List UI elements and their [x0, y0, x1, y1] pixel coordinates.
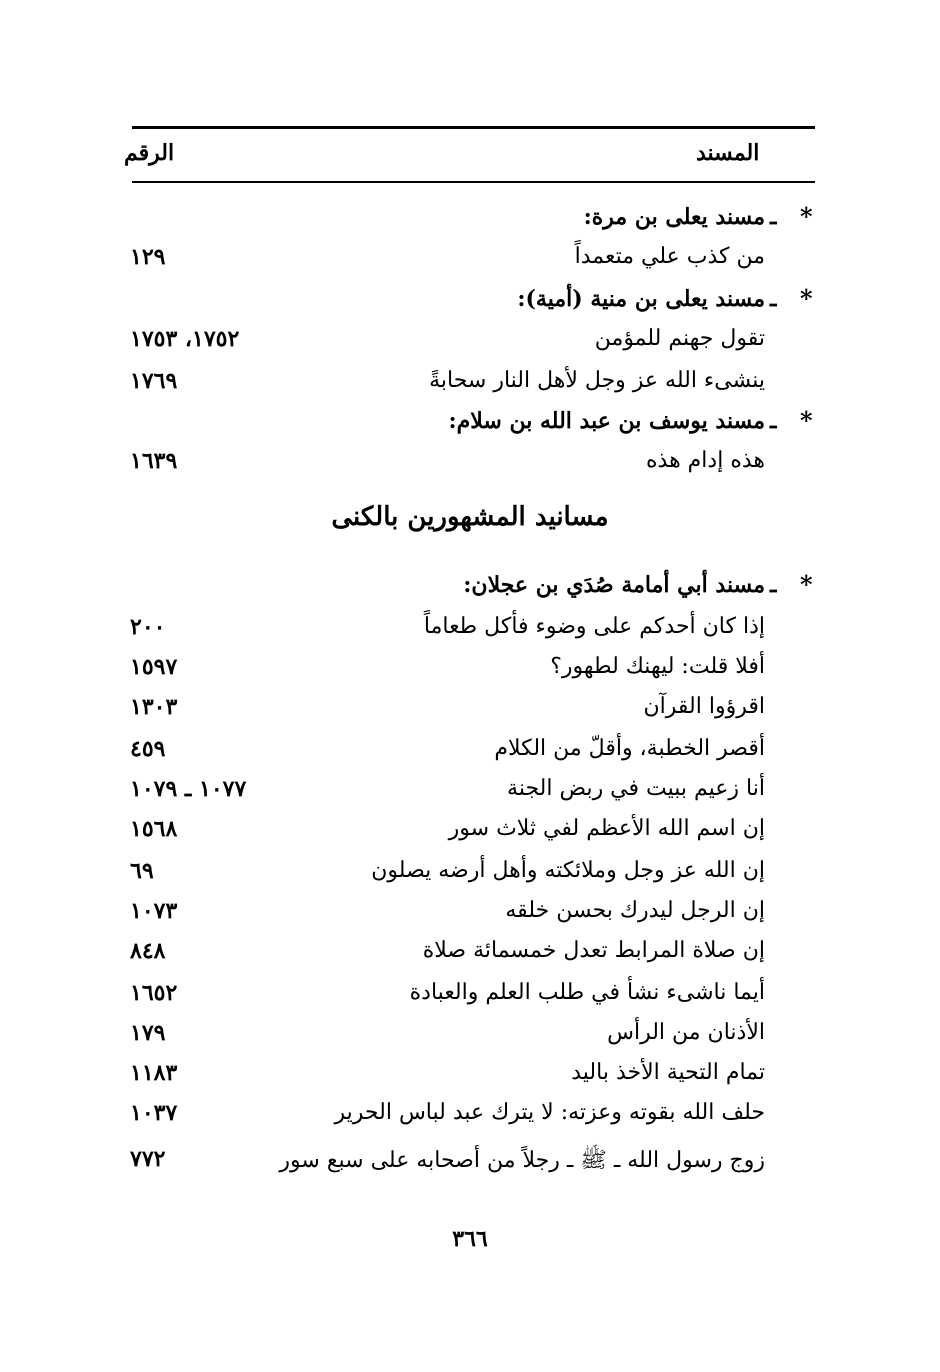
index-entry-row [0, 934, 940, 974]
index-entry-row [0, 650, 940, 690]
index-entry-row [0, 1016, 940, 1056]
entry-text: تقول جهنم للمؤمن [594, 326, 765, 351]
index-entry-row [0, 610, 940, 650]
musnad-title: مسند أبي أمامة صُدَي بن عجلان: [463, 572, 765, 598]
entry-text: إن صلاة المرابط تعدل خمسمائة صلاة [422, 938, 765, 963]
entry-number: ٤٥٩ [130, 736, 166, 762]
dash-marker: ـ [770, 408, 777, 434]
entry-text: زوج رسول الله ـ ﷺ ـ رجلاً من أصحابه على سبع سور [279, 1148, 765, 1173]
entry-number: ١٦٣٩ [130, 448, 178, 474]
index-entry-row [0, 240, 940, 280]
header-top-rule [132, 126, 815, 129]
entry-text: تمام التحية الأخذ باليد [571, 1060, 765, 1085]
entry-number: ١٠٧٧ ـ ١٠٧٩ [130, 776, 247, 802]
star-marker: * [800, 284, 813, 313]
entry-number: ١٠٧٣ [130, 898, 178, 924]
section-title: مسانيد المشهورين بالكنى [331, 502, 609, 532]
entry-text: إن الله عز وجل وملائكته وأهل أرضه يصلون [371, 858, 765, 883]
star-marker: * [800, 202, 813, 231]
entry-number: ١٥٩٧ [130, 654, 178, 680]
dash-marker: ـ [770, 572, 777, 598]
star-marker: * [800, 570, 813, 599]
entry-number: ١٢٩ [130, 244, 166, 270]
entry-number: ١٣٠٣ [130, 694, 178, 720]
index-entry-row [0, 690, 940, 730]
entry-number: ١٧٩ [130, 1020, 166, 1046]
entry-text: من كذب علي متعمداً [574, 244, 765, 269]
column-header-musnad: المسند [696, 140, 760, 166]
entry-number: ١٦٥٢ [130, 980, 178, 1006]
entry-text: إن الرجل ليدرك بحسن خلقه [505, 898, 765, 923]
index-entry-row [0, 1096, 940, 1136]
musnad-title: مسند يعلى بن مرة: [583, 204, 765, 230]
index-entry-row [0, 894, 940, 934]
entry-number: ١٧٦٩ [130, 368, 178, 394]
index-entry-row [0, 976, 940, 1016]
musnad-heading-row [0, 568, 940, 608]
entry-number: ١١٨٣ [130, 1060, 178, 1086]
entry-text: ينشىء الله عز وجل لأهل النار سحابةً [429, 368, 765, 393]
entry-text: أنا زعيم ببيت في ربض الجنة [507, 776, 765, 801]
index-entry-row [0, 1142, 940, 1182]
index-entry-row [0, 1056, 940, 1096]
index-entry-row [0, 854, 940, 894]
musnad-heading-row [0, 200, 940, 240]
entry-text: اقرؤوا القرآن [643, 694, 765, 719]
musnad-heading-row [0, 282, 940, 322]
page-number: ٣٦٦ [452, 1226, 488, 1252]
entry-text: أيما ناشىء نشأ في طلب العلم والعبادة [409, 980, 765, 1005]
entry-number: ١٥٦٨ [130, 816, 178, 842]
star-marker: * [800, 406, 813, 435]
entry-number: ٨٤٨ [130, 938, 166, 964]
dash-marker: ـ [770, 286, 777, 312]
entry-text: هذه إدام هذه [646, 448, 765, 473]
entry-text: حلف الله بقوته وعزته: لا يترك عبد لباس الحرير [334, 1100, 765, 1125]
entry-number: ٦٩ [130, 858, 154, 884]
entry-number: ٢٠٠ [130, 614, 166, 640]
index-entry-row [0, 444, 940, 484]
index-entry-row [0, 322, 940, 362]
musnad-title: مسند يعلى بن منية (أمية): [517, 286, 765, 312]
dash-marker: ـ [770, 204, 777, 230]
musnad-title: مسند يوسف بن عبد الله بن سلام: [448, 408, 765, 434]
entry-number: ١٠٣٧ [130, 1100, 178, 1126]
index-entry-row [0, 772, 940, 812]
column-header-number: الرقم [124, 140, 175, 166]
header-bottom-rule [132, 181, 815, 183]
index-entry-row [0, 732, 940, 772]
entry-number: ٧٧٢ [130, 1146, 166, 1172]
entry-text: أفلا قلت: ليهنك لطهور؟ [550, 654, 765, 679]
entry-text: الأذنان من الرأس [607, 1020, 765, 1045]
musnad-heading-row [0, 404, 940, 444]
index-entry-row [0, 364, 940, 404]
entry-text: أقصر الخطبة، وأقلّ من الكلام [494, 736, 765, 761]
entry-text: إن اسم الله الأعظم لفي ثلاث سور [448, 816, 765, 841]
entry-text: إذا كان أحدكم على وضوء فأكل طعاماً [423, 614, 765, 639]
index-entry-row [0, 812, 940, 852]
entry-number: ١٧٥٢، ١٧٥٣ [130, 326, 240, 352]
